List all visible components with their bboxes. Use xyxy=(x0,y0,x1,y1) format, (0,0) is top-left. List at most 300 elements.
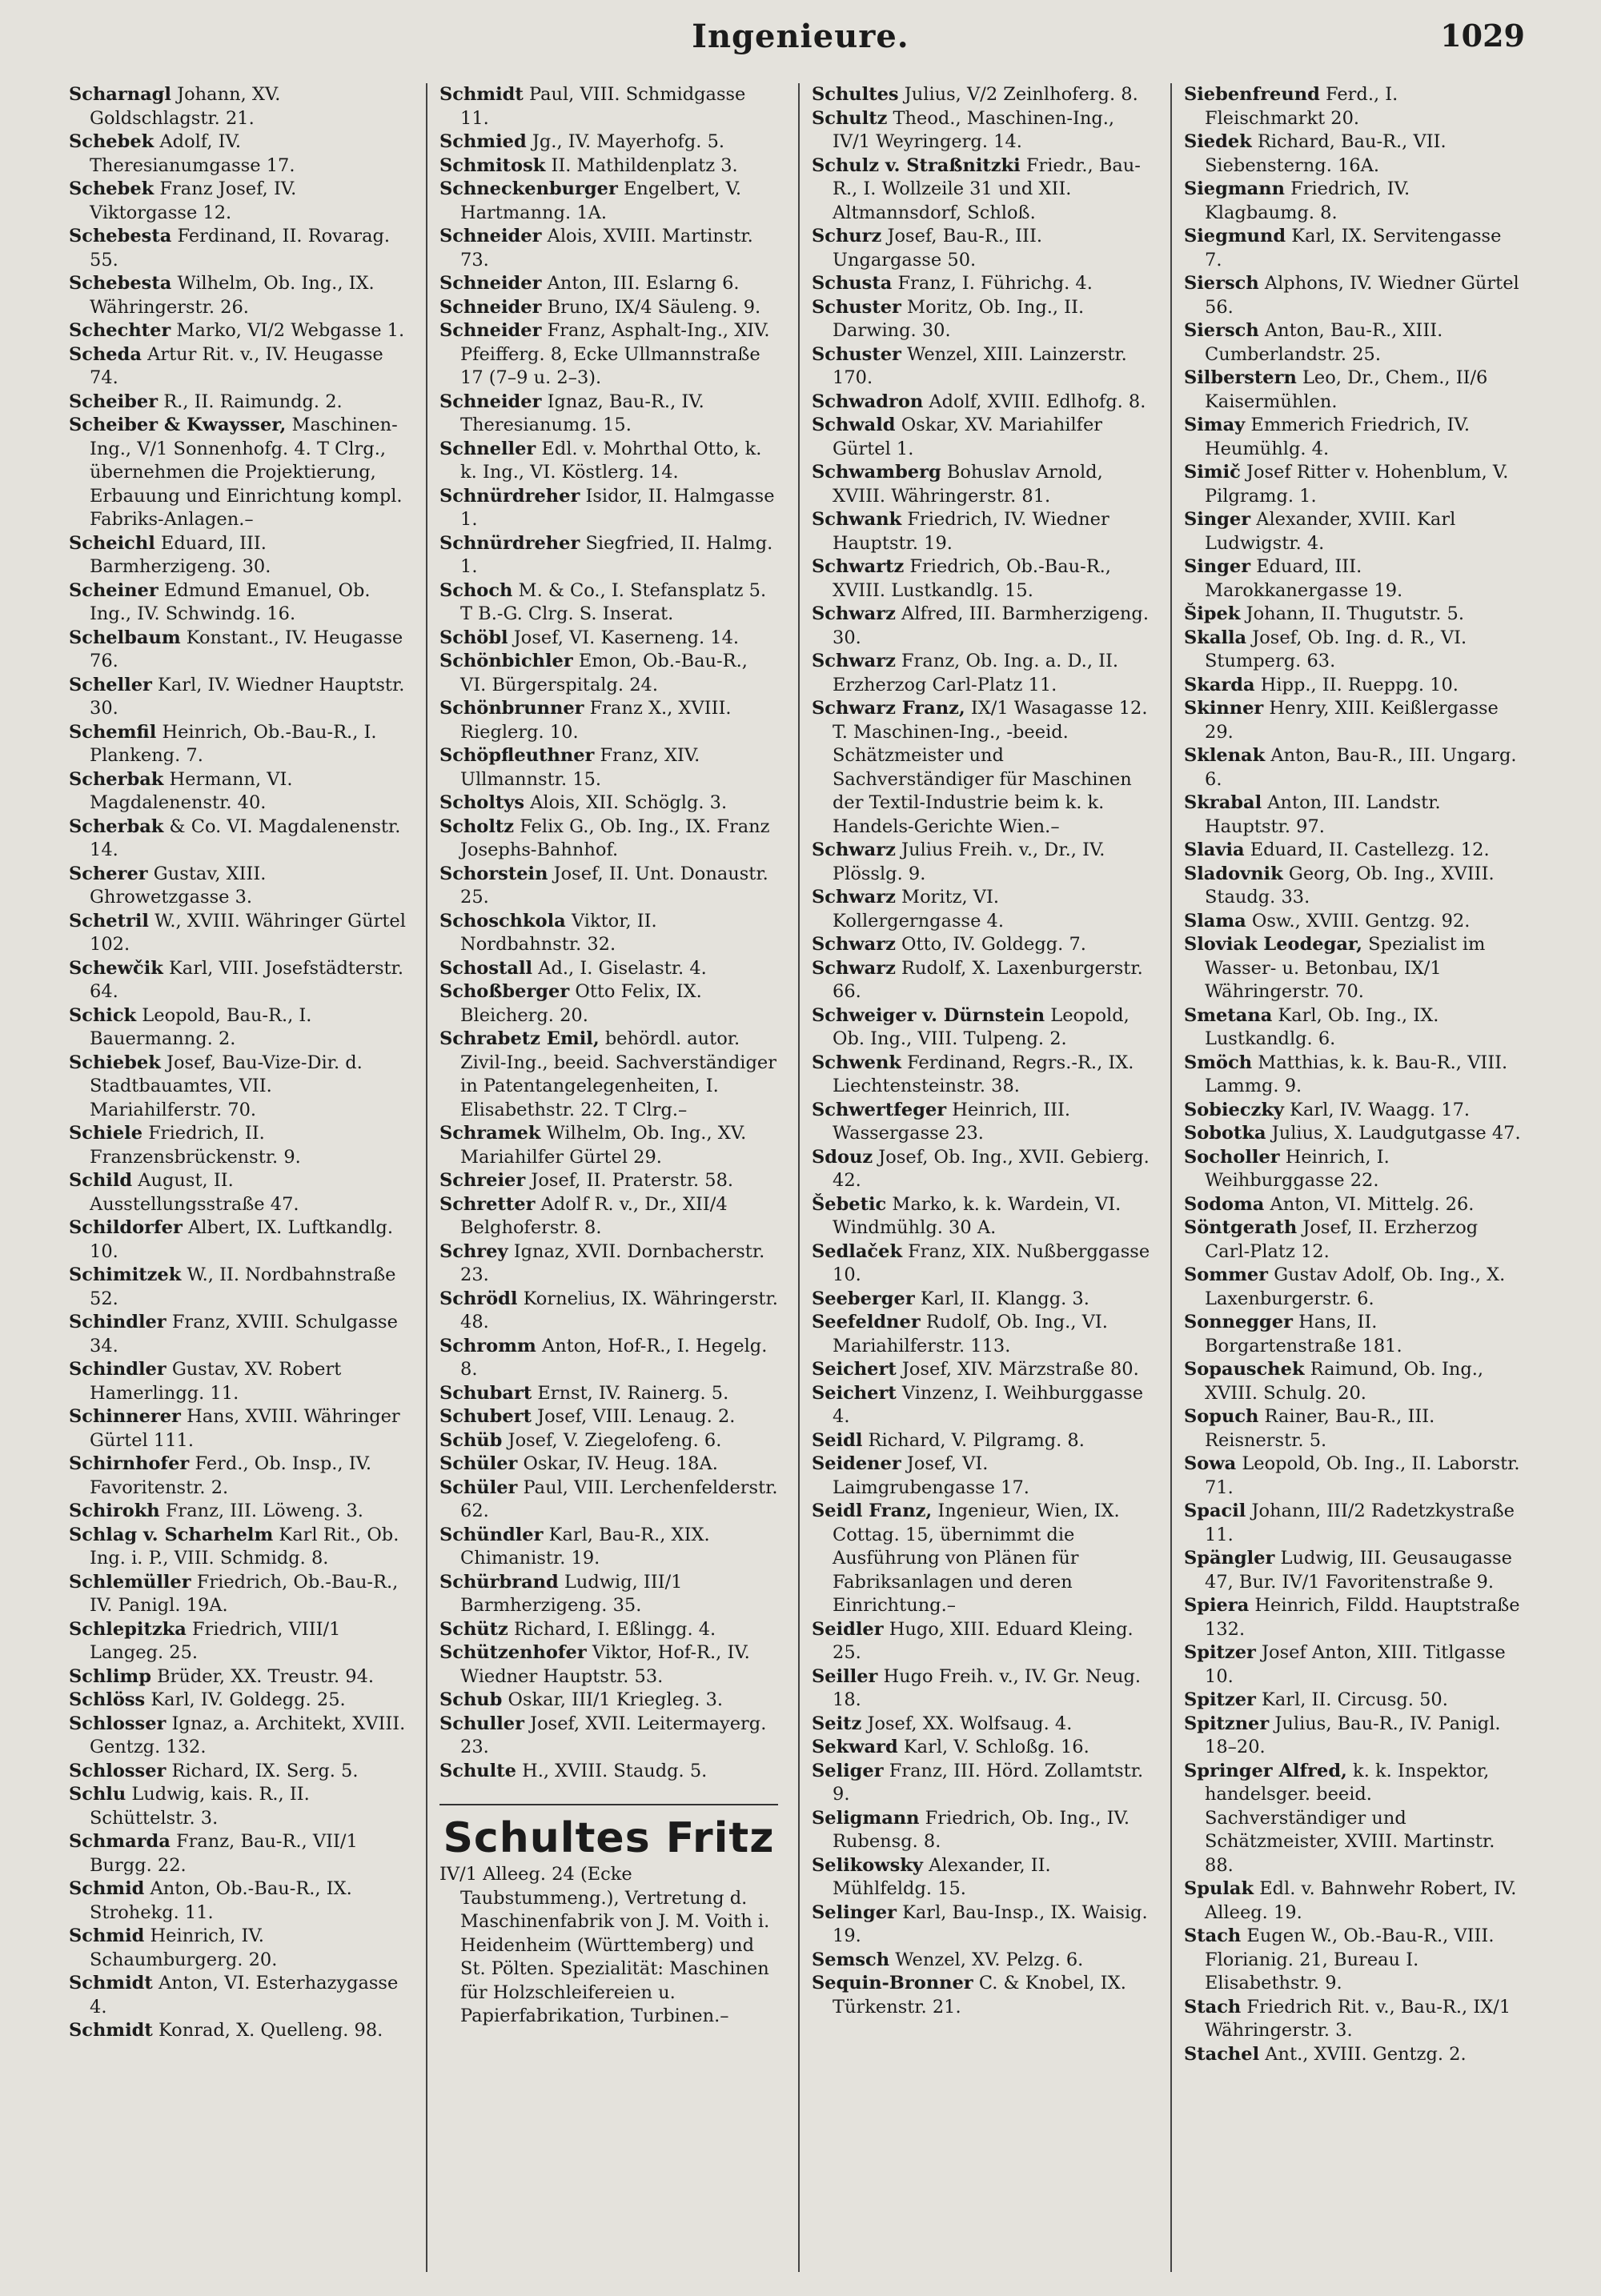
entry-details: Josef, Ob. Ing. d. R., VI. Stumperg. 63. xyxy=(1205,627,1467,671)
directory-entry xyxy=(1184,674,1523,698)
directory-entry xyxy=(439,1689,778,1713)
directory-entry xyxy=(812,1358,1150,1382)
directory-entry xyxy=(812,1807,1150,1854)
entry-name: Simič xyxy=(1184,462,1241,483)
entry-name: Schostall xyxy=(439,957,533,979)
entry-name: Skarda xyxy=(1184,674,1255,695)
entry-details: Leopold, Ob. Ing., II. Laborstr. 71. xyxy=(1205,1453,1520,1498)
entry-details: Emmerich Friedrich, IV. Heumühlg. 4. xyxy=(1205,415,1471,459)
entry-name: Schündler xyxy=(439,1524,544,1545)
entry-name: Schretter xyxy=(439,1193,536,1215)
entry-details: Moritz, VI. Kollergerngasse 4. xyxy=(833,887,1005,932)
directory-entry xyxy=(69,768,407,815)
directory-entry xyxy=(1184,461,1523,508)
directory-entry xyxy=(812,414,1150,461)
entry-name: Stach xyxy=(1184,1925,1242,1946)
entry-name: Schmidt xyxy=(69,2020,153,2041)
entry-name: Sopauschek xyxy=(1184,1359,1305,1380)
entry-details: Wenzel, XIII. Lainzerstr. 170. xyxy=(833,343,1127,388)
advertisement-text: IV/1 Alleeg. 24 (Ecke Taubstummeng.), Vertretung d. Maschinenfabrik von J. M. Voith i. Heidenheim (Württemberg) und St. Pölten. Spezialität: Maschinen für Holzschleifereien u. Papierfabrikation, Turbinen.– xyxy=(439,1864,770,2026)
directory-entry xyxy=(812,1665,1150,1713)
entry-name: Schoßberger xyxy=(439,981,570,1002)
directory-entry xyxy=(69,2019,407,2043)
directory-columns xyxy=(64,83,1529,2272)
directory-entry xyxy=(1184,1216,1523,1264)
entry-details: Heinrich, IV. Schaumburgerg. 20. xyxy=(90,1925,278,1970)
directory-entry xyxy=(439,83,778,130)
directory-entry xyxy=(439,1429,778,1453)
entry-details: Engelbert, V. Hartmanng. 1A. xyxy=(460,178,742,223)
entry-name: Schetril xyxy=(69,910,149,932)
entry-details: Josef Anton, XIII. Titlgasse 10. xyxy=(1205,1642,1506,1687)
entry-details: Hugo, XIII. Eduard Kleing. 25. xyxy=(833,1618,1134,1663)
entry-name: Schönbrunner xyxy=(439,698,584,719)
entry-name: Scheiber & Kwaysser, xyxy=(69,415,287,435)
directory-entry xyxy=(439,791,778,815)
entry-details: Edl. v. Mohrthal Otto, k. k. Ing., VI. Köstlerg. 14. xyxy=(460,438,762,483)
directory-entry xyxy=(1184,367,1523,414)
entry-details: Wilhelm, Ob. Ing., XV. Mariahilfer Gürtel 29. xyxy=(460,1123,747,1168)
directory-entry xyxy=(439,178,778,225)
directory-entry xyxy=(69,1122,407,1169)
entry-details: Franz, XIX. Nußberggasse 10. xyxy=(833,1240,1150,1285)
entry-name: Smetana xyxy=(1184,1004,1273,1026)
entry-details: II. Mathildenplatz 3. xyxy=(545,154,738,176)
directory-entry xyxy=(439,1288,778,1335)
directory-entry xyxy=(69,178,407,225)
entry-details: Heinrich, III. Wassergasse 23. xyxy=(833,1099,1071,1144)
entry-name: Schoch xyxy=(439,579,513,601)
directory-entry xyxy=(812,1382,1150,1429)
entry-name: Skinner xyxy=(1184,698,1264,719)
entry-name: Schick xyxy=(69,1004,137,1026)
directory-entry xyxy=(812,461,1150,508)
entry-details: Karl, Bau-R., XIX. Chimanistr. 19. xyxy=(460,1524,710,1569)
directory-entry xyxy=(812,603,1150,650)
entry-details: Ignaz, XVII. Dornbacherstr. 23. xyxy=(460,1240,765,1285)
entry-details: Franz, Bau-R., VII/1 Burgg. 22. xyxy=(90,1831,358,1876)
entry-name: Schlosser xyxy=(69,1760,167,1781)
directory-entry xyxy=(1184,1500,1523,1547)
entry-name: Seefeldner xyxy=(812,1312,921,1332)
directory-entry xyxy=(69,957,407,1004)
entry-name: Schebesta xyxy=(69,226,172,246)
entry-details: Osw., XVIII. Gentzg. 92. xyxy=(1246,910,1471,932)
directory-entry xyxy=(439,319,778,391)
entry-details: Anton, VI. Mittelg. 26. xyxy=(1264,1193,1475,1215)
entry-details: Karl, Ob. Ing., IX. Lustkandlg. 6. xyxy=(1205,1004,1439,1049)
entry-details: Hermann, VI. Magdalenenstr. 40. xyxy=(90,768,293,813)
entry-details: Karl, IV. Wiedner Hauptstr. 30. xyxy=(90,674,405,719)
entry-name: Schmidt xyxy=(69,1973,153,1993)
directory-entry xyxy=(1184,1311,1523,1358)
entry-details: Hipp., II. Rueppg. 10. xyxy=(1254,674,1459,695)
entry-name: Schneider xyxy=(439,273,542,294)
entry-details: Karl, II. Circusg. 50. xyxy=(1255,1689,1448,1710)
entry-details: Viktor, Hof-R., IV. Wiedner Hauptstr. 53. xyxy=(460,1642,750,1687)
entry-details: Heinrich, I. Weihburggasse 22. xyxy=(1205,1146,1390,1191)
directory-entry xyxy=(69,721,407,768)
directory-entry xyxy=(69,391,407,415)
entry-name: Schirnhofer xyxy=(69,1453,190,1474)
directory-entry xyxy=(69,1004,407,1052)
directory-entry xyxy=(439,1477,778,1524)
entry-details: Friedrich, Ob. Ing., IV. Rubensg. 8. xyxy=(833,1807,1130,1852)
entry-name: Schwertfeger xyxy=(812,1099,947,1120)
entry-details: Otto, IV. Goldegg. 7. xyxy=(895,934,1086,955)
entry-name: Spulak xyxy=(1184,1878,1254,1899)
directory-entry xyxy=(1184,1264,1523,1311)
entry-details: Rudolf, X. Laxenburgerstr. 66. xyxy=(833,957,1143,1002)
directory-entry xyxy=(69,225,407,272)
entry-details: Ludwig, III/1 Barmherzigeng. 35. xyxy=(460,1571,683,1616)
entry-name: Schwarz xyxy=(812,603,896,624)
entry-name: Schlöss xyxy=(69,1689,146,1710)
directory-entry xyxy=(1184,319,1523,367)
entry-name: Schemfil xyxy=(69,721,157,743)
directory-entry xyxy=(69,1830,407,1877)
directory-entry xyxy=(69,674,407,721)
directory-entry xyxy=(439,627,778,651)
entry-name: Seichert xyxy=(812,1359,897,1380)
directory-entry xyxy=(69,532,407,579)
entry-details: Friedrich, IV. Klagbaumg. 8. xyxy=(1205,178,1410,223)
entry-name: Schürbrand xyxy=(439,1571,559,1593)
entry-name: Sowa xyxy=(1184,1453,1237,1474)
entry-details: Paul, VIII. Schmidgasse 11. xyxy=(460,84,746,129)
entry-name: Schütz xyxy=(439,1618,508,1640)
entry-details: Franz X., XVIII. Rieglerg. 10. xyxy=(460,698,732,743)
entry-details: Karl, IV. Waagg. 17. xyxy=(1284,1099,1471,1120)
directory-entry xyxy=(812,1854,1150,1901)
entry-name: Siedek xyxy=(1184,131,1252,152)
entry-name: Slavia xyxy=(1184,839,1245,860)
directory-column-2 xyxy=(435,83,783,2272)
directory-entry xyxy=(812,1618,1150,1665)
directory-entry xyxy=(1184,1122,1523,1146)
directory-entry xyxy=(69,1571,407,1618)
entry-name: Socholler xyxy=(1184,1146,1280,1168)
entry-name: Schmid xyxy=(69,1878,145,1899)
entry-details: R., II. Raimundg. 2. xyxy=(158,391,343,412)
entry-details: Ludwig, III. Geusaugasse 47, Bur. IV/1 Favoritenstraße 9. xyxy=(1205,1548,1512,1593)
entry-details: Alexander, II. Mühlfeldg. 15. xyxy=(833,1854,1051,1899)
entry-name: Schüb xyxy=(439,1429,503,1451)
entry-name: Schmied xyxy=(439,131,527,152)
entry-name: Schwarz xyxy=(812,934,896,955)
entry-name: Siersch xyxy=(1184,273,1259,294)
entry-details: Edmund Emanuel, Ob. Ing., IV. Schwindg. 16. xyxy=(90,579,371,624)
entry-name: Siegmund xyxy=(1184,226,1286,246)
entry-name: Scheda xyxy=(69,343,142,365)
directory-entry xyxy=(812,343,1150,391)
entry-details: Felix G., Ob. Ing., IX. Franz Josephs-Bahnhof. xyxy=(460,815,770,860)
entry-name: Seidler xyxy=(812,1618,884,1640)
entry-name: Schönbichler xyxy=(439,651,573,671)
directory-entry xyxy=(439,438,778,485)
entry-details: Raimund, Ob. Ing., XVIII. Schulg. 20. xyxy=(1205,1359,1484,1404)
directory-entry xyxy=(1184,1689,1523,1713)
entry-details: Karl, IV. Goldegg. 25. xyxy=(145,1689,346,1710)
entry-name: Schlepitzka xyxy=(69,1618,187,1640)
entry-name: Schiele xyxy=(69,1123,143,1144)
directory-entry xyxy=(812,886,1150,933)
entry-name: Schneller xyxy=(439,438,536,459)
entry-name: Schneider xyxy=(439,320,542,341)
entry-details: Anton, Bau-R., XIII. Cumberlandstr. 25. xyxy=(1205,320,1443,365)
entry-name: Sedlaček xyxy=(812,1240,903,1262)
entry-name: Schubert xyxy=(439,1406,532,1427)
directory-entry xyxy=(1184,1925,1523,1996)
directory-entry xyxy=(812,650,1150,697)
entry-details: Ignaz, a. Architekt, XVIII. Gentzg. 132. xyxy=(90,1713,406,1757)
entry-name: Schuster xyxy=(812,343,901,365)
entry-details: Marko, VI/2 Webgasse 1. xyxy=(171,320,405,341)
directory-entry xyxy=(69,1925,407,1972)
directory-entry xyxy=(69,414,407,532)
directory-entry xyxy=(1184,1547,1523,1594)
directory-entry xyxy=(1184,1193,1523,1217)
directory-entry xyxy=(812,1193,1150,1240)
directory-entry xyxy=(69,1216,407,1264)
entry-name: Schild xyxy=(69,1170,133,1191)
entry-name: Schneider xyxy=(439,226,542,246)
directory-entry xyxy=(1184,1641,1523,1689)
entry-name: Schebek xyxy=(69,131,154,152)
entry-name: Schrabetz Emil, xyxy=(439,1028,600,1049)
directory-entry xyxy=(1184,910,1523,934)
entry-name: Schöpfleuthner xyxy=(439,745,595,766)
entry-details: Siegfried, II. Halmg. 1. xyxy=(460,532,773,577)
entry-name: Schuller xyxy=(439,1713,524,1734)
directory-entry xyxy=(439,1122,778,1169)
directory-entry xyxy=(439,1760,778,1784)
directory-entry xyxy=(69,83,407,130)
entry-name: Sommer xyxy=(1184,1264,1269,1285)
entry-name: Schurz xyxy=(812,226,882,246)
entry-details: Ferdinand, II. Rovarag. 55. xyxy=(90,226,391,270)
entry-name: Silberstern xyxy=(1184,367,1297,388)
directory-entry xyxy=(439,130,778,154)
directory-entry xyxy=(439,1571,778,1618)
entry-name: Sonnegger xyxy=(1184,1312,1293,1332)
entry-name: Schöbl xyxy=(439,627,508,648)
entry-name: Schlosser xyxy=(69,1713,167,1734)
entry-name: Schinnerer xyxy=(69,1406,181,1427)
directory-entry xyxy=(439,1382,778,1406)
entry-details: Heinrich, Ob.-Bau-R., I. Plankeng. 7. xyxy=(90,721,377,766)
entry-name: Selinger xyxy=(812,1901,897,1923)
directory-entry xyxy=(439,1335,778,1382)
directory-entry xyxy=(812,107,1150,154)
directory-entry xyxy=(439,1618,778,1642)
directory-entry xyxy=(439,1524,778,1571)
entry-name: Spitzer xyxy=(1184,1642,1256,1663)
directory-entry xyxy=(812,933,1150,957)
entry-name: Slama xyxy=(1184,910,1246,932)
entry-details: Jg., IV. Mayerhofg. 5. xyxy=(526,131,725,152)
directory-entry xyxy=(1184,1996,1523,2043)
entry-name: Simay xyxy=(1184,415,1246,435)
entry-details: Gustav Adolf, Ob. Ing., X. Laxenburgerstr. 6. xyxy=(1205,1264,1506,1309)
directory-entry xyxy=(812,1713,1150,1737)
entry-details: k. k. Inspektor, handelsger. beeid. Sachverständiger und Schätzmeister, XVIII. Martinstr. 88. xyxy=(1205,1760,1495,1876)
entry-name: Scheichl xyxy=(69,532,155,554)
entry-details: Wenzel, XV. Pelzg. 6. xyxy=(889,1949,1084,1970)
entry-name: Schrey xyxy=(439,1240,508,1262)
entry-name: Scherbak xyxy=(69,768,164,790)
entry-details: Leopold, Ob. Ing., VIII. Tulpeng. 2. xyxy=(833,1004,1130,1049)
directory-entry xyxy=(439,1713,778,1760)
entry-name: Scheller xyxy=(69,674,152,695)
directory-entry xyxy=(439,1405,778,1429)
directory-entry xyxy=(69,1618,407,1665)
entry-name: Schoschkola xyxy=(439,910,566,932)
entry-name: Schwald xyxy=(812,415,896,435)
entry-name: Scherbak xyxy=(69,815,164,837)
entry-name: Schebek xyxy=(69,178,154,199)
directory-entry xyxy=(1184,1453,1523,1500)
directory-entry xyxy=(439,1193,778,1240)
entry-details: Eduard, II. Castellezg. 12. xyxy=(1244,839,1490,860)
directory-entry xyxy=(69,272,407,319)
entry-details: Alfred, III. Barmherzigeng. 30. xyxy=(833,603,1149,648)
directory-entry xyxy=(69,910,407,957)
entry-details: Hans, XVIII. Währinger Gürtel 111. xyxy=(90,1406,400,1451)
entry-details: Anton, Ob.-Bau-R., IX. Strohekg. 11. xyxy=(90,1878,352,1923)
directory-entry xyxy=(69,1052,407,1123)
directory-entry xyxy=(812,508,1150,555)
entry-details: W., XVIII. Währinger Gürtel 102. xyxy=(90,910,406,955)
directory-entry xyxy=(1184,1004,1523,1052)
entry-details: Ferd., I. Fleischmarkt 20. xyxy=(1205,84,1398,129)
entry-name: Schewčik xyxy=(69,957,163,979)
entry-name: Scheiber xyxy=(69,391,158,412)
entry-details: Franz Josef, IV. Viktorgasse 12. xyxy=(90,178,297,223)
entry-details: Karl, IX. Servitengasse 7. xyxy=(1205,226,1502,270)
entry-details: Leopold, Bau-R., I. Bauermanng. 2. xyxy=(90,1004,312,1049)
directory-entry xyxy=(1184,1052,1523,1099)
entry-name: Schneckenburger xyxy=(439,178,618,199)
directory-entry xyxy=(812,1311,1150,1358)
entry-name: Skalla xyxy=(1184,627,1247,648)
entry-details: Friedrich, IV. Wiedner Hauptstr. 19. xyxy=(833,509,1109,554)
entry-details: Richard, V. Pilgramg. 8. xyxy=(862,1429,1085,1451)
entry-name: Schmidt xyxy=(439,84,524,105)
entry-details: & Co. VI. Magdalenenstr. 14. xyxy=(90,815,401,860)
entry-name: Seichert xyxy=(812,1382,897,1404)
entry-details: Edl. v. Bahnwehr Robert, IV. Alleeg. 19. xyxy=(1205,1878,1517,1923)
directory-entry xyxy=(439,1240,778,1288)
entry-name: Seligmann xyxy=(812,1807,920,1829)
directory-entry xyxy=(69,1405,407,1453)
advertisement-title: Schultes Fritz xyxy=(443,1814,775,1862)
entry-details: Ant., XVIII. Gentzg. 2. xyxy=(1259,2043,1467,2065)
entry-name: Schrödl xyxy=(439,1288,518,1309)
entry-details: Wilhelm, Ob. Ing., IX. Währingerstr. 26. xyxy=(90,273,375,318)
directory-entry xyxy=(1184,83,1523,130)
entry-name: Šipek xyxy=(1184,603,1241,624)
entry-details: Otto Felix, IX. Bleicherg. 20. xyxy=(460,981,702,1026)
entry-name: Seidener xyxy=(812,1453,901,1474)
column-divider xyxy=(1170,83,1172,2272)
entry-name: Schramek xyxy=(439,1123,541,1144)
entry-name: Schultz xyxy=(812,107,888,129)
entry-name: Schusta xyxy=(812,273,893,294)
entry-name: Sodoma xyxy=(1184,1193,1265,1215)
entry-name: Schreier xyxy=(439,1170,526,1191)
directory-entry xyxy=(812,957,1150,1004)
entry-details: Julius, X. Laudgutgasse 47. xyxy=(1266,1123,1521,1144)
entry-details: Leo, Dr., Chem., II/6 Kaisermühlen. xyxy=(1205,367,1488,412)
entry-name: Springer Alfred, xyxy=(1184,1760,1347,1781)
directory-entry xyxy=(439,1453,778,1477)
entry-name: Schulz v. Straßnitzki xyxy=(812,154,1021,176)
directory-entry xyxy=(69,1972,407,2019)
entry-details: Josef, Bau-Vize-Dir. d. Stadtbauamtes, VII. Mariahilferstr. 70. xyxy=(90,1052,363,1120)
page-number: 1029 xyxy=(1440,18,1525,54)
entry-name: Scheiner xyxy=(69,579,158,601)
directory-entry xyxy=(812,296,1150,343)
entry-details: Isidor, II. Halmgasse 1. xyxy=(460,485,775,530)
entry-name: Seiller xyxy=(812,1665,878,1687)
directory-entry xyxy=(439,272,778,296)
directory-entry xyxy=(69,1500,407,1524)
entry-details: Richard, I. Eßlingg. 4. xyxy=(508,1618,716,1640)
entry-name: Schorstein xyxy=(439,863,548,884)
entry-name: Schulte xyxy=(439,1760,516,1781)
entry-details: Matthias, k. k. Bau-R., VIII. Lammg. 9. xyxy=(1205,1052,1508,1096)
entry-name: Schmitosk xyxy=(439,154,546,176)
directory-entry xyxy=(69,1665,407,1689)
entry-name: Scharnagl xyxy=(69,84,171,105)
entry-name: Seitz xyxy=(812,1713,862,1734)
entry-details: Viktor, II. Nordbahnstr. 32. xyxy=(460,910,657,955)
directory-entry xyxy=(69,1264,407,1311)
entry-name: Schiebek xyxy=(69,1052,161,1073)
entry-details: Eduard, III. Marokkanergasse 19. xyxy=(1205,556,1403,601)
entry-name: Schnürdreher xyxy=(439,485,580,507)
directory-entry xyxy=(439,957,778,981)
entry-details: Josef, VIII. Lenaug. 2. xyxy=(531,1406,736,1427)
entry-details: Alphons, IV. Wiedner Gürtel 56. xyxy=(1205,273,1519,318)
directory-entry xyxy=(812,272,1150,296)
entry-name: Schüler xyxy=(439,1477,518,1498)
entry-details: Theod., Maschinen-Ing., IV/1 Weyringerg. 14. xyxy=(833,107,1115,152)
entry-details: Alexander, XVIII. Karl Ludwigstr. 4. xyxy=(1205,509,1456,554)
entry-details: Karl, Bau-Insp., IX. Waisig. 19. xyxy=(833,1901,1148,1946)
entry-name: Seidl xyxy=(812,1429,863,1451)
entry-details: Josef, II. Unt. Donaustr. 25. xyxy=(460,863,768,908)
entry-name: Semsch xyxy=(812,1949,890,1970)
entry-name: Siebenfreund xyxy=(1184,84,1320,105)
directory-entry xyxy=(812,154,1150,226)
directory-entry xyxy=(69,815,407,863)
directory-entry xyxy=(69,319,407,343)
entry-name: Spängler xyxy=(1184,1548,1275,1569)
entry-details: Josef, Bau-R., III. Ungargasse 50. xyxy=(833,226,1042,270)
entry-details: Josef, VI. Laimgrubengasse 17. xyxy=(833,1453,1029,1498)
entry-details: Karl, V. Schloßg. 16. xyxy=(897,1737,1089,1757)
directory-entry xyxy=(69,1358,407,1405)
directory-column-3 xyxy=(807,83,1155,2272)
entry-details: Josef, VI. Kaserneng. 14. xyxy=(508,627,740,648)
entry-name: Schuster xyxy=(812,296,901,318)
entry-details: Josef Ritter v. Hohenblum, V. Pilgramg. 1. xyxy=(1205,462,1509,507)
entry-name: Schindler xyxy=(69,1359,167,1380)
entry-details: Richard, IX. Serg. 5. xyxy=(166,1760,359,1781)
entry-details: Friedr., Bau-R., I. Wollzeile 31 und XII. Altmannsdorf, Schloß. xyxy=(833,154,1141,223)
